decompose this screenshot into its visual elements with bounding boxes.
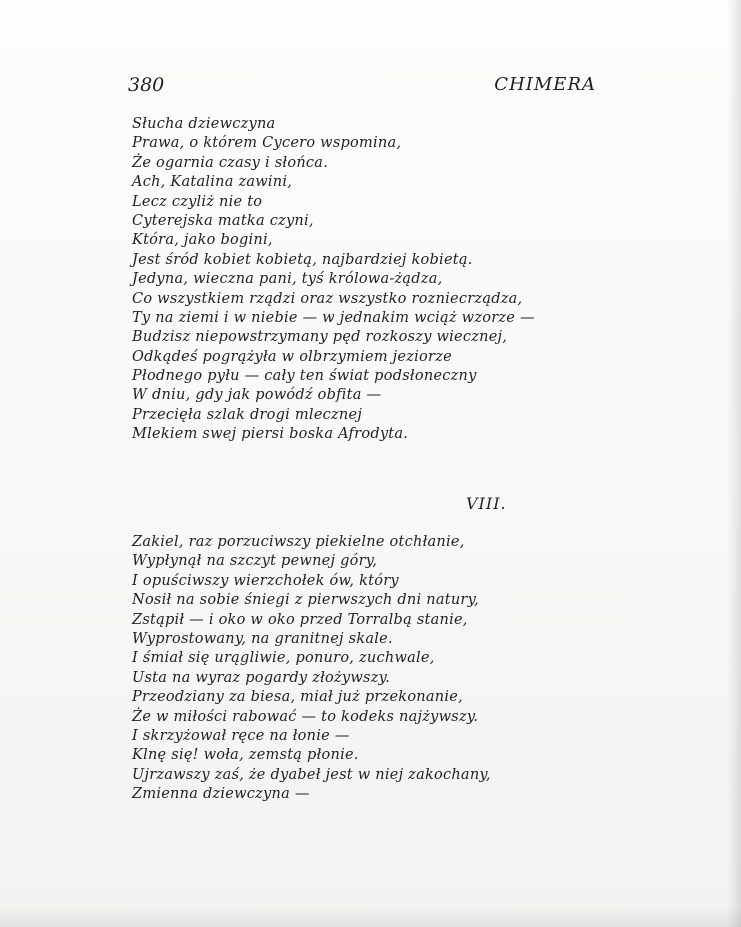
verse-line: Że ogarnia czasy i słońca. <box>132 154 329 171</box>
section-number: VIII. <box>466 494 507 513</box>
verse-line: Płodnego pyłu — cały ten świat podsłoneczny <box>132 368 477 385</box>
verse-line: Która, jako bogini, <box>132 232 273 249</box>
stanza-1 <box>132 115 535 445</box>
verse-line: I opuściwszy wierzchołek ów, który <box>132 572 399 589</box>
verse-line: Zstąpił — i oko w oko przed Torralbą stanie, <box>132 611 468 628</box>
verse-line: Ujrzawszy zaś, że dyabeł jest w niej zakochany, <box>132 766 491 783</box>
verse-line: W dniu, gdy jak powódź obfita — <box>132 387 382 404</box>
page-bottom-shadow <box>0 907 741 927</box>
verse-line: Jedyna, wieczna pani, tyś królowa-żądza, <box>132 271 443 288</box>
verse-line: Przecięła szlak drogi mlecznej <box>132 406 363 423</box>
verse-line: Wypłynął na szczyt pewnej góry, <box>132 553 378 570</box>
page-header <box>128 74 596 100</box>
running-title: CHIMERA <box>494 74 596 95</box>
verse-line: I skrzyżował ręce na łonie — <box>132 727 350 744</box>
verse-line: Mlekiem swej piersi boska Afrodyta. <box>132 426 409 443</box>
verse-line: Przeodziany za biesa, miał już przekonanie, <box>132 689 463 706</box>
verse-line: Zakiel, raz porzuciwszy piekielne otchłanie, <box>132 534 465 550</box>
verse-line: Klnę się! woła, zemstą płonie. <box>132 747 359 764</box>
verse-line: Prawa, o którem Cycero wspomina, <box>132 135 402 152</box>
verse-line: Zmienna dziewczyna — <box>132 786 310 803</box>
page-edge-shadow <box>727 0 741 927</box>
verse-line: Ach, Katalina zawini, <box>132 174 293 191</box>
verse-line: Co wszystkiem rządzi oraz wszystko rozniecrządza, <box>132 290 523 307</box>
verse-line: Odkądeś pogrążyła w olbrzymiem jeziorze <box>132 348 452 365</box>
verse-line: Słucha dziewczyna <box>132 116 276 132</box>
verse-line: I śmiał się urągliwie, ponuro, zuchwale, <box>132 650 435 667</box>
verse-line: Nosił na sobie śniegi z pierwszych dni natury, <box>132 592 479 609</box>
page-number: 380 <box>128 74 165 96</box>
verse-line: Ty na ziemi i w niebie — w jednakim wciąż wzorze — <box>132 309 535 326</box>
verse-line: Cyterejska matka czyni, <box>132 212 314 229</box>
stanza-2 <box>132 533 491 804</box>
verse-line: Usta na wyraz pogardy złożywszy. <box>132 669 390 686</box>
verse-line: Jest śród kobiet kobietą, najbardziej kobietą. <box>132 251 473 268</box>
verse-line: Budzisz niepowstrzymany pęd rozkoszy wiecznej, <box>132 329 508 346</box>
verse-line: Wyprostowany, na granitnej skale. <box>132 630 393 647</box>
verse-line: Lecz czyliż nie to <box>132 193 263 210</box>
verse-line: Że w miłości rabować — to kodeks najżywszy. <box>132 708 479 725</box>
